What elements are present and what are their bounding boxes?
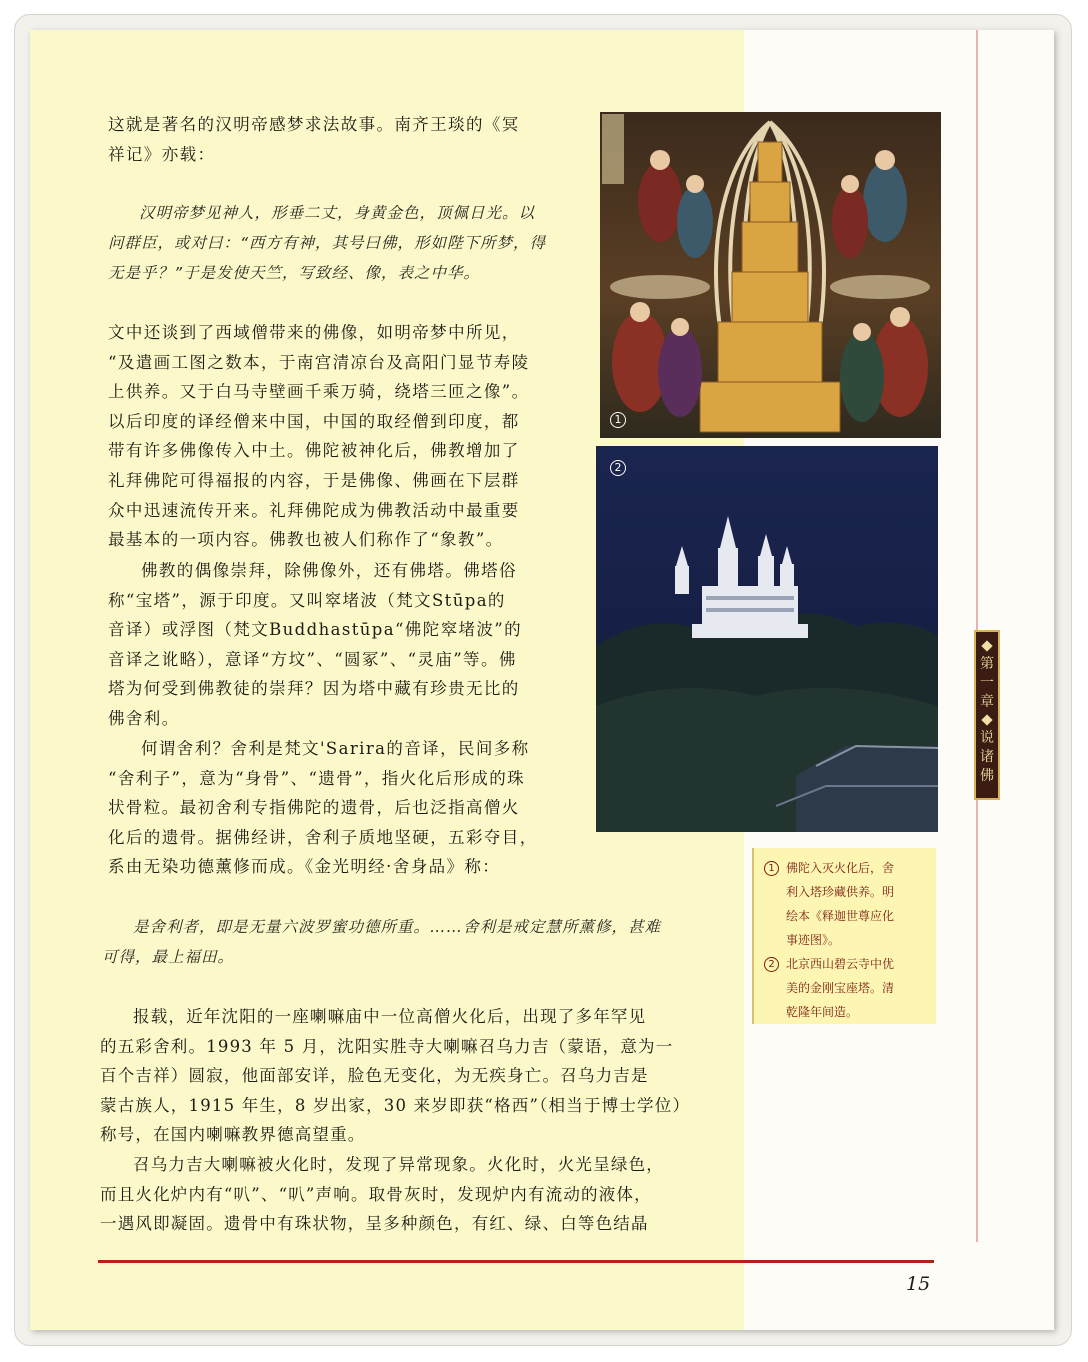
caption-item [764, 952, 928, 1024]
chapter-tab [974, 630, 1000, 800]
footer-rule [98, 1260, 934, 1263]
text-line: 最基本的一项内容。佛教也被人们称作了“象教”。 [108, 530, 504, 550]
text-line: 塔为何受到佛教徒的崇拜？因为塔中藏有珍贵无比的 [108, 679, 520, 699]
photo-diamond-throne-pagoda [596, 446, 938, 832]
quote-line: 无是乎？”于是发使天竺，写致经、像，表之中华。 [108, 264, 481, 282]
text-line: 报载，近年沈阳的一座喇嘛庙中一位高僧火化后，出现了多年罕见 [133, 1007, 647, 1026]
text-line: 礼拜佛陀可得福报的内容，于是佛像、佛画在下层群 [108, 470, 520, 490]
photo-number-badge: 2 [610, 460, 626, 476]
caption-line: 北京西山碧云寺中优 [786, 957, 895, 971]
text-line: 称号，在国内喇嘛教界德高望重。 [100, 1125, 366, 1145]
diamond-icon [981, 714, 992, 725]
text-line: 佛舍利。 [108, 708, 180, 728]
caption-line: 乾隆年间造。 [786, 1005, 859, 1019]
chapter-char: 一 [980, 675, 994, 691]
text-line: 文中还谈到了西域僧带来的佛像，如明帝梦中所见， [108, 323, 520, 342]
caption-line: 事迹图》。 [786, 933, 841, 947]
text-line: 众中迅速流传开来。礼拜佛陀成为佛教活动中最重要 [108, 500, 520, 520]
page-number: 15 [906, 1273, 931, 1295]
quote-line: 问群臣，或对曰：“西方有神，其号曰佛，形如陛下所梦，得 [108, 234, 547, 252]
book-page [30, 30, 1054, 1330]
text-line: 状骨粒。最初舍利专指佛陀的遗骨，后也泛指高僧火 [108, 798, 520, 818]
chapter-char: 章 [980, 694, 994, 710]
text-line: 百个吉祥）圆寂，他面部安详，脸色无变化，为无疾身亡。召乌力吉是 [100, 1066, 649, 1086]
text-line: 上供养。又于白马寺壁画千乘万骑，绕塔三匝之像”。 [108, 382, 530, 402]
caption-item [764, 856, 928, 952]
paragraph-news-report [100, 1002, 720, 1150]
chapter-char: 第 [980, 656, 994, 672]
paragraph-cremation [100, 1150, 720, 1239]
paragraph-sarira [108, 734, 568, 882]
quote-ming-xiang-ji [108, 198, 588, 288]
text-line: 而且火化炉内有“叭”、“叭”声响。取骨灰时，发现炉内有流动的液体， [100, 1184, 652, 1204]
caption-number: 2 [764, 957, 779, 972]
caption-line: 美的金刚宝座塔。清 [786, 981, 895, 995]
figure-captions [752, 848, 936, 1024]
text-line: “及遣画工图之数本，于南宫清凉台及高阳门显节寿陵 [108, 352, 530, 372]
text-line: 化后的遗骨。据佛经讲，舍利子质地坚硬，五彩夺目， [108, 827, 538, 847]
text-line: 音译之讹略），意译“方坟”、“圆冢”、“灵庙”等。佛 [108, 649, 517, 669]
text-line: 祥记》亦载： [108, 144, 216, 164]
text-line: 称“宝塔”，源于印度。又叫窣堵波（梵文Stūpa的 [108, 590, 506, 610]
text-line: 以后印度的译经僧来中国，中国的取经僧到印度，都 [108, 411, 520, 431]
chapter-char: 诸 [980, 749, 994, 765]
text-line: 带有许多佛像传入中土。佛陀被神化后，佛教增加了 [108, 441, 520, 461]
intro-paragraph [108, 110, 568, 169]
caption-line: 利入塔珍藏供养。明 [786, 885, 895, 899]
text-line: 蒙古族人，1915 年生，8 岁出家，30 来岁即获“格西”（相当于博士学位） [100, 1095, 691, 1115]
quote-jin-guang-ming-jing [102, 912, 722, 972]
quote-line: 可得，最上福田。 [102, 948, 235, 966]
caption-line: 绘本《释迦世尊应化 [786, 909, 895, 923]
text-line: “舍利子”，意为“身骨”、“遗骨”，指火化后形成的珠 [108, 768, 526, 788]
text-line: 佛教的偶像崇拜，除佛像外，还有佛塔。佛塔俗 [141, 561, 517, 580]
text-line: 音译）或浮图（梵文Buddhastūpa“佛陀窣堵波”的 [108, 620, 523, 640]
painting-illustration [600, 112, 941, 438]
photo-painting-pagoda [600, 112, 941, 438]
photo-number-badge: 1 [610, 412, 626, 428]
text-line: 系由无染功德薰修而成。《金光明经·舍身品》称： [108, 857, 501, 877]
caption-line: 佛陀入灭火化后，舍 [786, 861, 895, 875]
quote-line: 是舍利者，即是无量六波罗蜜功德所重。……舍利是戒定慧所薰修，甚难 [133, 918, 662, 936]
paragraph-buddha-images [108, 318, 568, 555]
chapter-char: 说 [980, 730, 994, 746]
text-line: 的五彩舍利。1993 年 5 月，沈阳实胜寺大喇嘛召乌力吉（蒙语，意为一 [100, 1036, 674, 1056]
diamond-icon [981, 640, 992, 651]
caption-number: 1 [764, 861, 779, 876]
text-line: 何谓舍利？舍利是梵文'Sarira的音译，民间多称 [141, 739, 530, 758]
text-line: 召乌力吉大喇嘛被火化时，发现了异常现象。火化时，火光呈绿色， [133, 1155, 664, 1174]
text-line: 这就是著名的汉明帝感梦求法故事。南齐王琰的《冥 [108, 115, 520, 134]
paragraph-pagoda [108, 556, 568, 734]
text-line: 一遇风即凝固。遗骨中有珠状物，呈多种颜色，有红、绿、白等色结晶 [100, 1214, 649, 1234]
chapter-char: 佛 [980, 768, 994, 784]
pagoda-photo-illustration [596, 446, 938, 832]
quote-line: 汉明帝梦见神人，形垂二丈，身黄金色，顶佩日光。以 [139, 204, 536, 222]
